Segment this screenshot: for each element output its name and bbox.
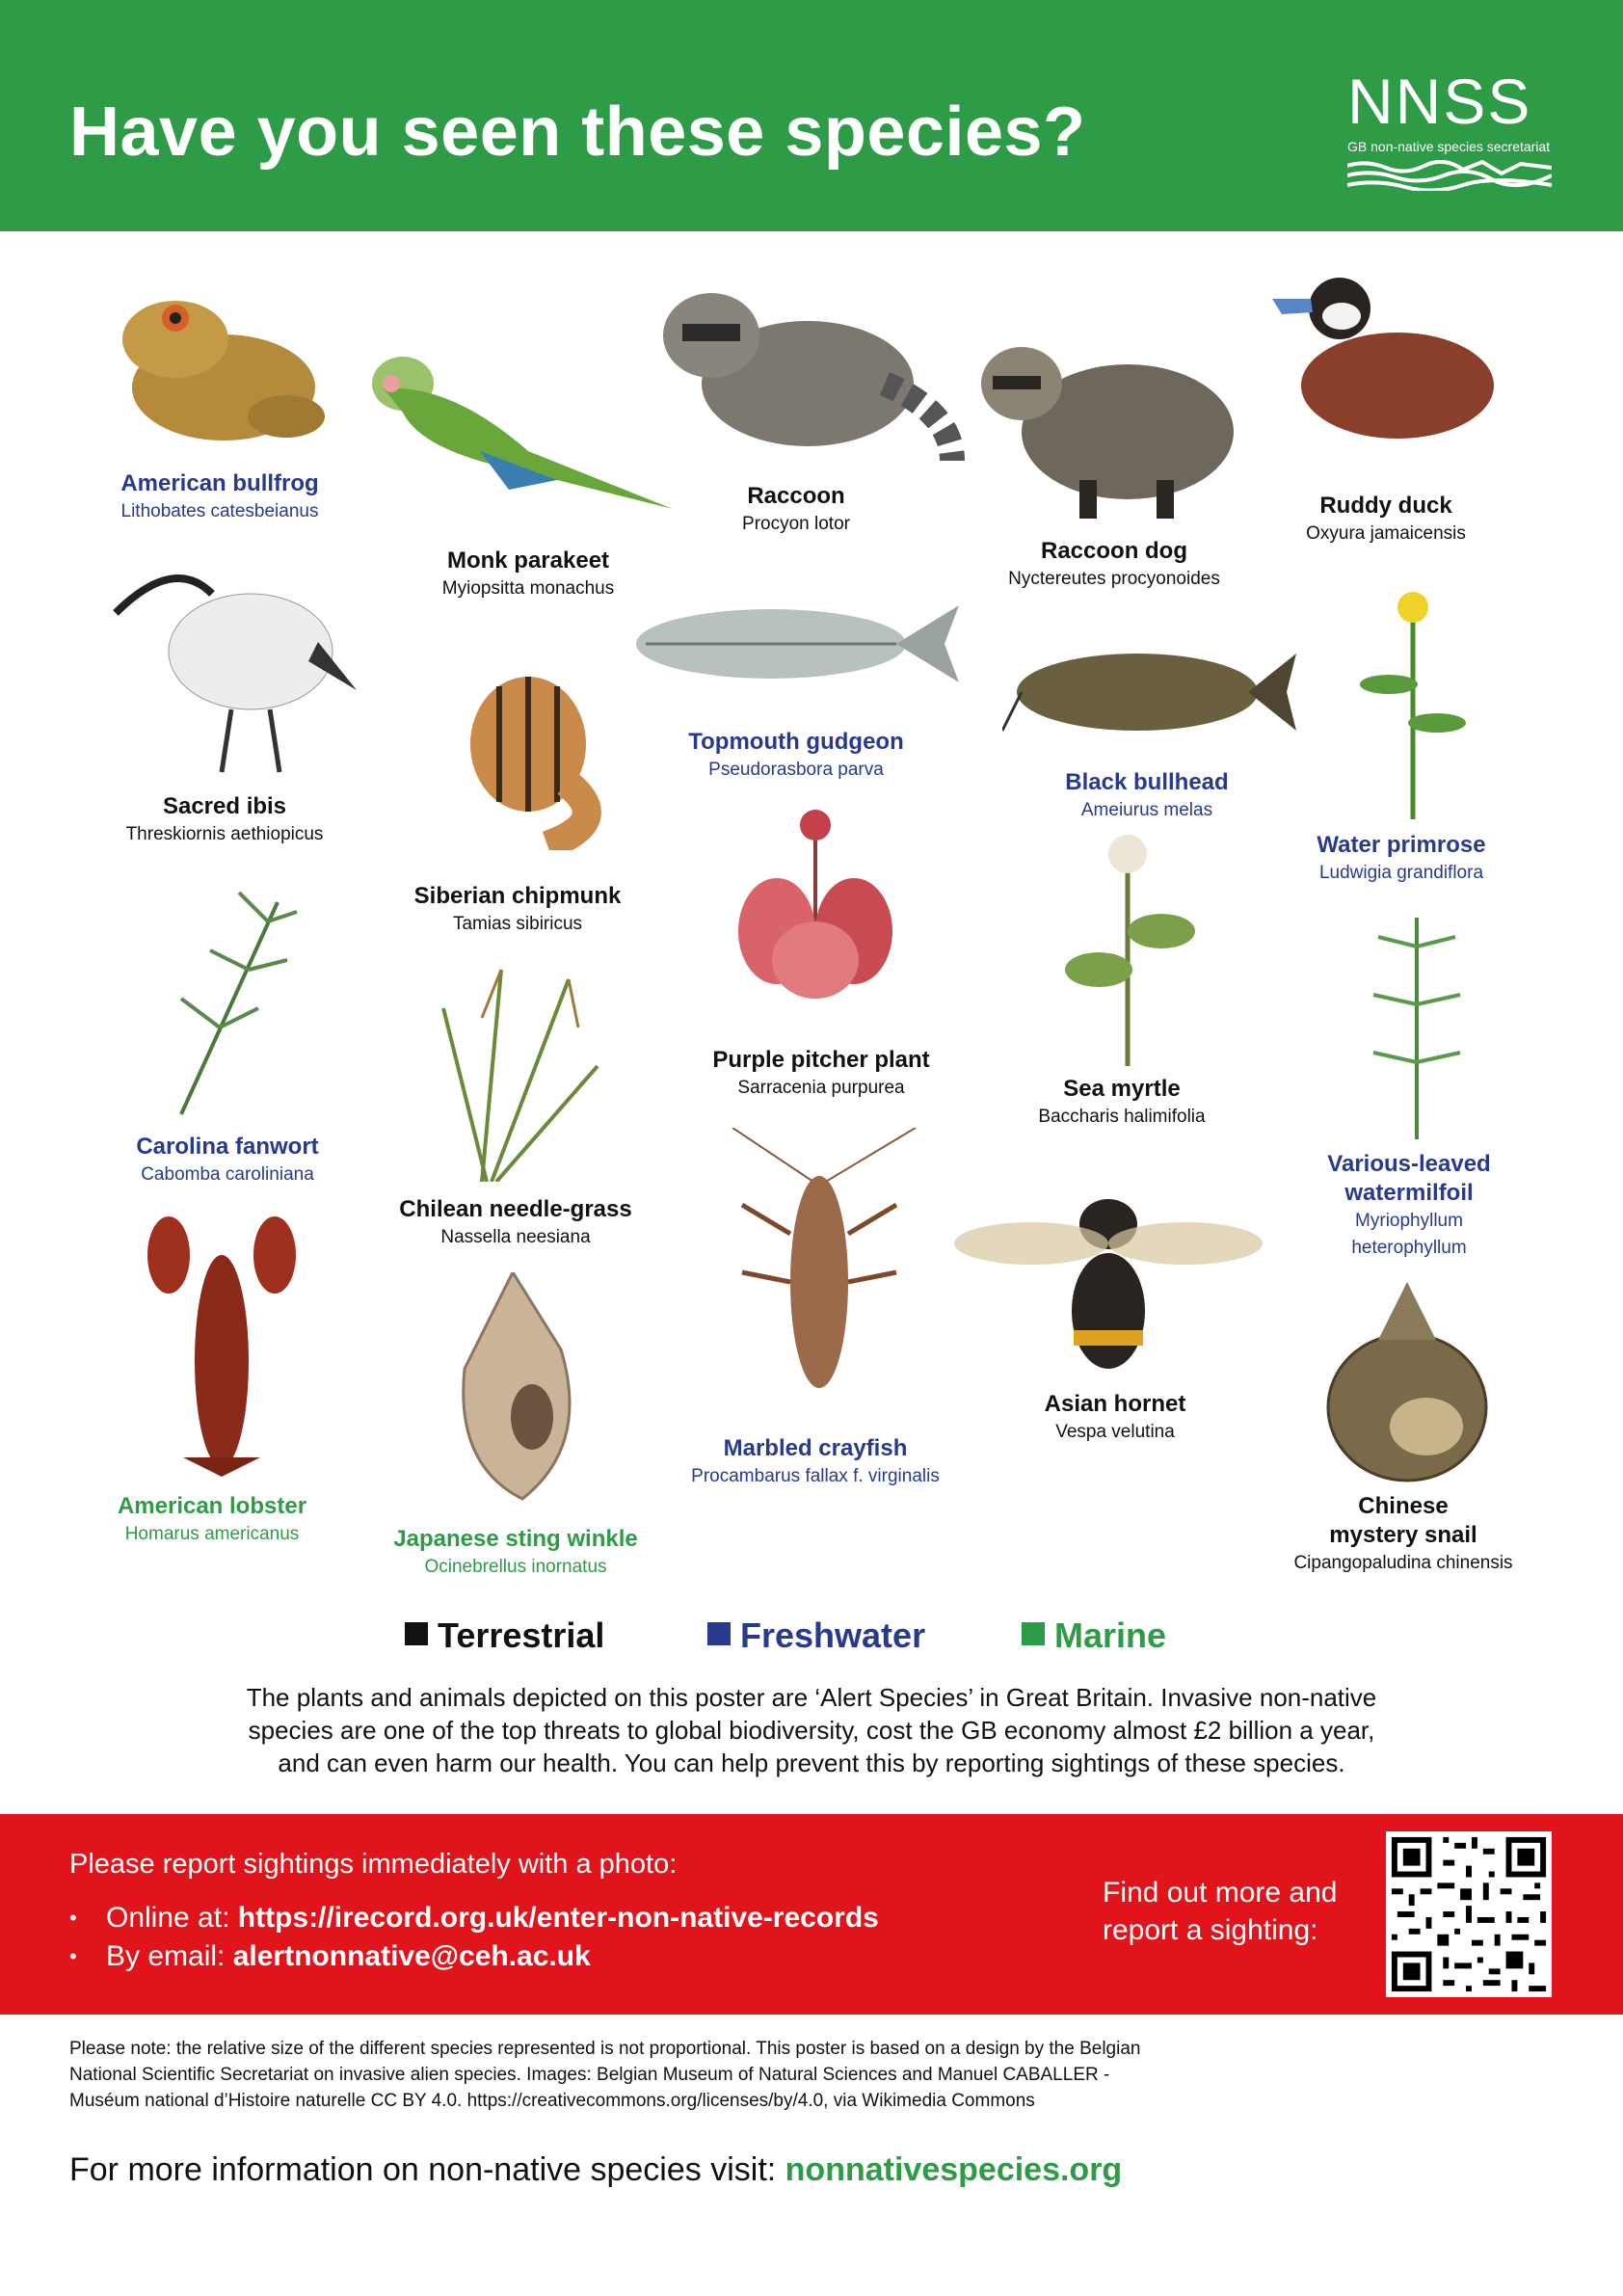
legend-marine-label: Marine: [1054, 1615, 1167, 1655]
common-name: Black bullhead: [1065, 769, 1229, 795]
more-info-prefix: For more information on non-native species visit:: [69, 2151, 785, 2188]
carolina-fanwort-icon: [162, 883, 306, 1124]
common-name: Water primrose: [1317, 832, 1486, 858]
email-link[interactable]: alertnonnative@ceh.ac.uk: [232, 1940, 591, 1972]
species-label-raccoon: [742, 482, 850, 538]
species-label-purple-pitcher-plant: [712, 1046, 929, 1102]
species-label-chinese-mystery-snail: [1293, 1492, 1512, 1577]
scientific-name-line2: heterophyllum: [1351, 1238, 1467, 1258]
raccoon-dog-icon: [964, 326, 1253, 528]
topmouth-gudgeon-icon: [626, 588, 964, 694]
intro-line: and can even harm our health. You can help prevent this by reporting sightings of these species.: [278, 1749, 1345, 1777]
common-name: Topmouth gudgeon: [688, 729, 904, 755]
terrestrial-swatch-icon: [405, 1622, 428, 1645]
qr-code-icon[interactable]: [1386, 1831, 1552, 1997]
scientific-name: Sarracenia purpurea: [737, 1078, 905, 1098]
note-line: Muséum national d’Histoire naturelle CC BY 4.0. https://creativecommons.org/licenses/by/4.0, via Wikimedia Commons: [69, 2091, 1035, 2111]
freshwater-swatch-icon: [707, 1622, 731, 1645]
scientific-name: Ameiurus melas: [1080, 800, 1213, 820]
species-label-carolina-fanwort: [136, 1133, 318, 1188]
common-name: Raccoon dog: [1040, 538, 1188, 564]
nonnativespecies-link[interactable]: nonnativespecies.org: [785, 2151, 1123, 2188]
common-name-line2: mystery snail: [1329, 1522, 1477, 1548]
scientific-name: Threskiornis aethiopicus: [125, 824, 324, 844]
american-bullfrog-icon: [108, 272, 332, 455]
common-name-line1: Chinese: [1358, 1493, 1449, 1519]
scientific-name: Cipangopaludina chinensis: [1293, 1553, 1513, 1573]
species-label-american-lobster: [118, 1492, 306, 1548]
japanese-sting-winkle-icon: [436, 1272, 590, 1504]
scientific-name: Myiopsitta monachus: [441, 578, 615, 599]
species-label-raccoon-dog: [1008, 537, 1220, 593]
scientific-name: Lithobates catesbeianus: [120, 501, 319, 521]
logo-waves-icon: [1347, 160, 1552, 191]
report-email-item: [69, 1937, 879, 1976]
legend-freshwater: [707, 1615, 925, 1656]
legend-terrestrial: [405, 1615, 604, 1656]
common-name: Marbled crayfish: [723, 1435, 908, 1461]
note-line: National Scientific Secretariat on invasive alien species. Images: Belgian Museum of Natural Sciences and Manuel CABALLER -: [69, 2065, 1110, 2085]
black-bullhead-icon: [1002, 625, 1301, 750]
ruddy-duck-icon: [1263, 270, 1521, 463]
scientific-name: Homarus americanus: [124, 1524, 300, 1544]
species-label-ruddy-duck: [1306, 492, 1466, 547]
common-name-line2: watermilfoil: [1344, 1180, 1474, 1206]
attribution-note: [69, 2036, 1264, 2114]
scientific-name: Vespa velutina: [1055, 1422, 1175, 1442]
online-label: Online at:: [106, 1902, 238, 1934]
scientific-name: Oxyura jamaicensis: [1306, 523, 1466, 544]
sacred-ibis-icon: [96, 565, 368, 777]
species-label-sacred-ibis: [126, 792, 324, 848]
scientific-name: Nyctereutes procyonoides: [1008, 569, 1220, 589]
legend-terrestrial-label: Terrestrial: [438, 1615, 605, 1655]
logo-subtitle: GB non-native species secretariat: [1347, 139, 1551, 154]
various-leaved-watermilfoil-icon: [1359, 908, 1475, 1139]
species-label-water-primrose: [1317, 831, 1485, 887]
species-label-american-bullfrog: [120, 469, 318, 525]
more-info-footer: [69, 2151, 1122, 2189]
species-label-topmouth-gudgeon: [688, 728, 904, 784]
report-heading: Please report sightings immediately with a photo:: [69, 1849, 678, 1880]
asian-hornet-icon: [954, 1166, 1263, 1378]
sea-myrtle-icon: [1060, 835, 1205, 1066]
find-more-line: report a sighting:: [1103, 1914, 1318, 1946]
species-label-japanese-sting-winkle: [393, 1525, 637, 1581]
monk-parakeet-icon: [364, 345, 682, 538]
logo-wordmark: NNSS: [1347, 66, 1532, 137]
american-lobster-icon: [145, 1216, 299, 1486]
report-methods-list: [69, 1899, 879, 1976]
common-name: Ruddy duck: [1319, 493, 1452, 519]
intro-line: species are one of the top threats to global biodiversity, cost the GB economy almost £2 billion a year,: [248, 1716, 1375, 1745]
common-name: Raccoon: [747, 483, 845, 509]
common-name: Siberian chipmunk: [413, 883, 622, 909]
scientific-name: Cabomba caroliniana: [141, 1164, 314, 1185]
scientific-name: Procambarus fallax f. virginalis: [691, 1466, 940, 1486]
common-name: American lobster: [117, 1493, 307, 1519]
scientific-name: Pseudorasbora parva: [708, 760, 884, 780]
common-name: Japanese sting winkle: [393, 1526, 638, 1552]
common-name: Monk parakeet: [446, 547, 610, 574]
scientific-name: Procyon lotor: [742, 514, 850, 534]
purple-pitcher-plant-icon: [719, 806, 912, 999]
page-title: Have you seen these species?: [69, 93, 1086, 171]
species-label-monk-parakeet: [442, 547, 614, 602]
common-name: Carolina fanwort: [136, 1134, 319, 1160]
header-banner: [0, 0, 1623, 231]
siberian-chipmunk-icon: [422, 648, 615, 850]
qr-code-graphic: [1386, 1831, 1552, 1997]
chinese-mystery-snail-icon: [1320, 1272, 1494, 1484]
legend-marine: [1022, 1615, 1166, 1656]
online-link[interactable]: https://irecord.org.uk/enter-non-native-records: [237, 1902, 879, 1934]
scientific-name: Ludwigia grandiflora: [1318, 863, 1484, 883]
scientific-name: Baccharis halimifolia: [1038, 1107, 1206, 1127]
nnss-logo: [1347, 66, 1552, 195]
legend-freshwater-label: Freshwater: [740, 1615, 926, 1655]
common-name: Sea myrtle: [1063, 1076, 1181, 1102]
marbled-crayfish-icon: [713, 1128, 925, 1407]
report-online-item: [69, 1899, 879, 1937]
scientific-name: Tamias sibiricus: [452, 914, 583, 934]
intro-paragraph: [173, 1681, 1450, 1779]
species-label-chilean-needle-grass: [399, 1195, 631, 1251]
species-label-various-leaved-watermilfoil: [1327, 1150, 1490, 1262]
scientific-name: Nassella neesiana: [440, 1227, 591, 1247]
intro-line: The plants and animals depicted on this poster are ‘Alert Species’ in Great Britain. Invasive non-native: [246, 1683, 1377, 1712]
scientific-name: Ocinebrellus inornatus: [424, 1557, 607, 1577]
common-name: American bullfrog: [120, 470, 319, 496]
species-label-siberian-chipmunk: [414, 882, 622, 938]
note-line: Please note: the relative size of the different species represented is not proportional. This poster is based on a design by the Belgian: [69, 2039, 1141, 2059]
chilean-needle-grass-icon: [424, 950, 607, 1182]
common-name: Asian hornet: [1044, 1391, 1186, 1417]
find-out-more-text: [1103, 1874, 1337, 1949]
report-banner: [0, 1814, 1623, 2015]
common-name: Purple pitcher plant: [712, 1047, 930, 1073]
common-name-line1: Various-leaved: [1327, 1151, 1491, 1177]
raccoon-icon: [644, 268, 966, 470]
marine-swatch-icon: [1022, 1622, 1045, 1645]
common-name: Chilean needle-grass: [399, 1196, 632, 1222]
water-primrose-icon: [1336, 588, 1490, 819]
species-label-black-bullhead: [1065, 768, 1228, 824]
species-label-sea-myrtle: [1038, 1075, 1205, 1131]
species-label-asian-hornet: [1045, 1390, 1186, 1446]
common-name: Sacred ibis: [162, 793, 287, 819]
find-more-line: Find out more and: [1103, 1877, 1338, 1909]
email-label: By email:: [106, 1940, 233, 1972]
scientific-name-line1: Myriophyllum: [1355, 1211, 1463, 1231]
species-label-marbled-crayfish: [691, 1434, 940, 1490]
